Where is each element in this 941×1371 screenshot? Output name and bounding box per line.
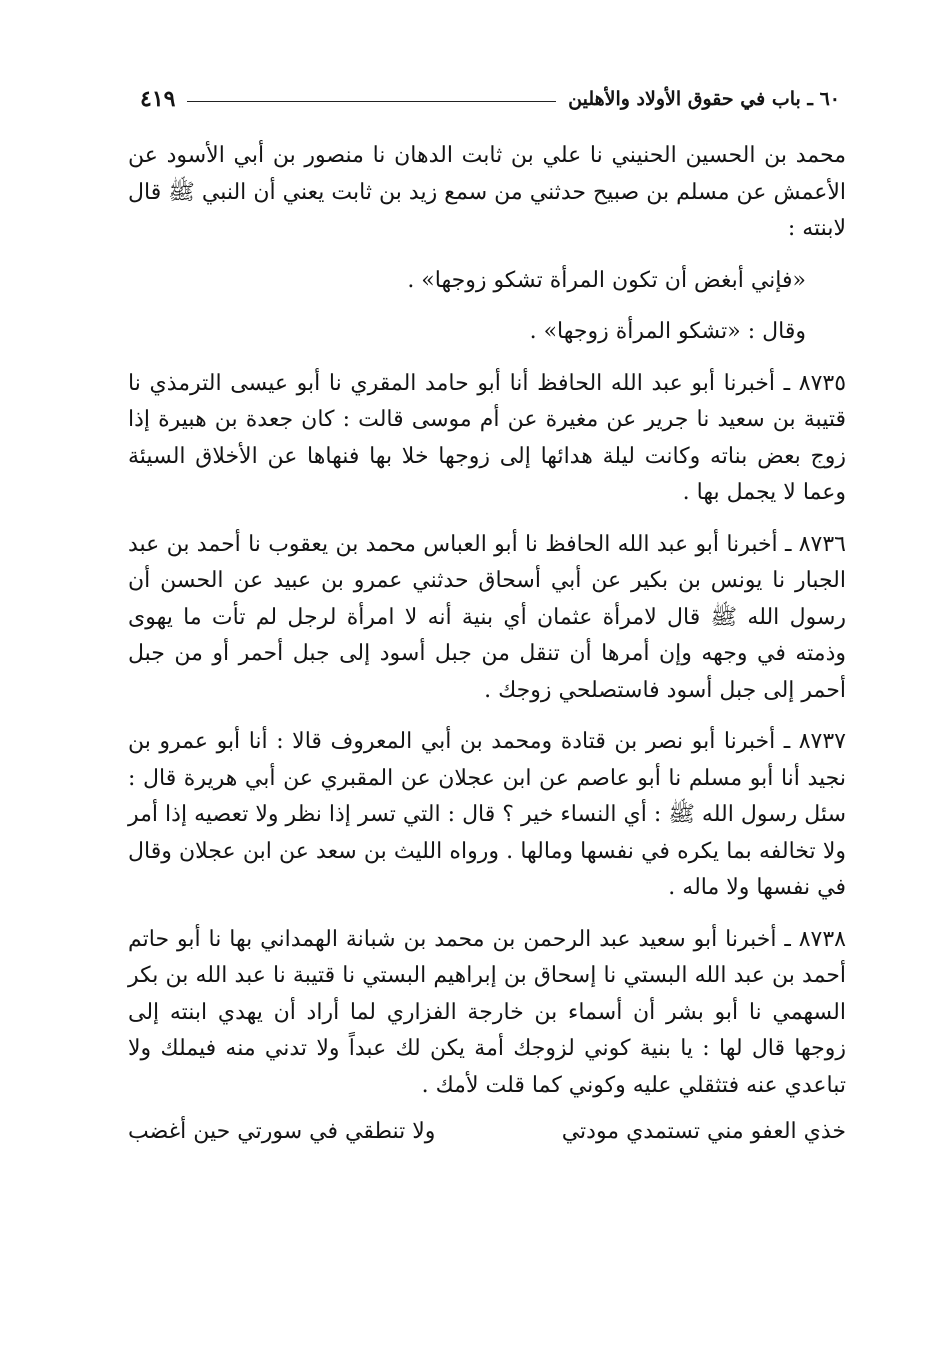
paragraph-quote-2: وقال : «تشكو المرأة زوجها» . <box>529 319 806 344</box>
header-rule <box>187 101 556 102</box>
verse-second-hemistich: ولا تنطقي في سورتي حين أغضب <box>128 1119 436 1144</box>
hadith-8735: ٨٧٣٥ ـ أخبرنا أبو عبد الله الحافظ أنا أبو حامد المقري نا أبو عيسى الترمذي نا قتيبة بن سعيد نا جرير عن مغيرة عن أم موسى قالت : كان جعدة بن هبيرة إذا زوج بعض بناته وكانت ليلة هدائها إلى زوجها خلا بها فنهاها عن الأخلاق السيئة وعما لا يجمل بها . <box>128 370 847 505</box>
main-text <box>128 138 846 1151</box>
hadith-8736: ٨٧٣٦ ـ أخبرنا أبو عبد الله الحافظ نا أبو العباس محمد بن يعقوب نا أحمد بن عبد الجبار نا يونس بن بكير عن أبي أسحاق حدثني عمرو بن عبيد عن الحسن أن رسول الله ﷺ قال لامرأة عثمان أي بنية أنه لا امرأة لرجل لم تأت ما يهوى وذمته في وجهه وإن أمرها أن تنقل من جبل أسود إلى جبل أحمر أو من جبل أحمر إلى جبل أسود فاستصلحي زوجك . <box>128 531 846 703</box>
chapter-title: ٦٠ ـ باب في حقوق الأولاد والأهلين <box>568 88 840 110</box>
paragraph-quote-1: «فإني أبغض أن تكون المرأة تشكو زوجها» . <box>407 267 806 293</box>
verse-first-hemistich: خذي العفو مني تستمدي مودتي <box>561 1119 846 1144</box>
poetry-verse <box>128 1114 846 1151</box>
hadith-8737: ٨٧٣٧ ـ أخبرنا أبو نصر بن قتادة ومحمد بن أبي المعروف قالا : أنا أبو عمرو بن نجيد أنا أبو مسلم نا أبو عاصم عن ابن عجلان عن المقبري عن أبي هريرة قال : سئل رسول الله ﷺ : أي النساء خير ؟ قال : التي تسر إذا نظر ولا تعصيه إذا أمر ولا تخالفه بما يكره في نفسها ومالها . ورواه الليث بن سعد عن ابن عجلان وقال في نفسها ولا ماله . <box>128 729 846 900</box>
paragraph-isnad-continuation: محمد بن الحسين الحنيني نا علي بن ثابت الدهان نا منصور بن أبي الأسود عن الأعمش عن مسلم بن صبيح حدثني من سمع زيد بن ثابت يعني أن النبي ﷺ قال لابنته : <box>128 143 846 241</box>
page-number: ٤١٩ <box>140 86 176 112</box>
running-header <box>140 84 840 114</box>
hadith-8738: ٨٧٣٨ ـ أخبرنا أبو سعيد عبد الرحمن بن محمد بن شبانة الهمداني بها نا أبو حاتم أحمد بن عبد الله البستي نا إسحاق بن إبراهيم البستي نا قتيبة نا عبد الله بن بكر السهمي نا أبو بشر أن أسماء بن خارجة الفزاري لما أراد أن يهدي ابنته إلى زوجها قال لها : يا بنية كوني لزوجك أمة يكن لك عبداً ولا تدني منه فيملك ولا تباعدي عنه فتثقلي عليه وكوني كما قلت لأمك . <box>128 926 846 1098</box>
